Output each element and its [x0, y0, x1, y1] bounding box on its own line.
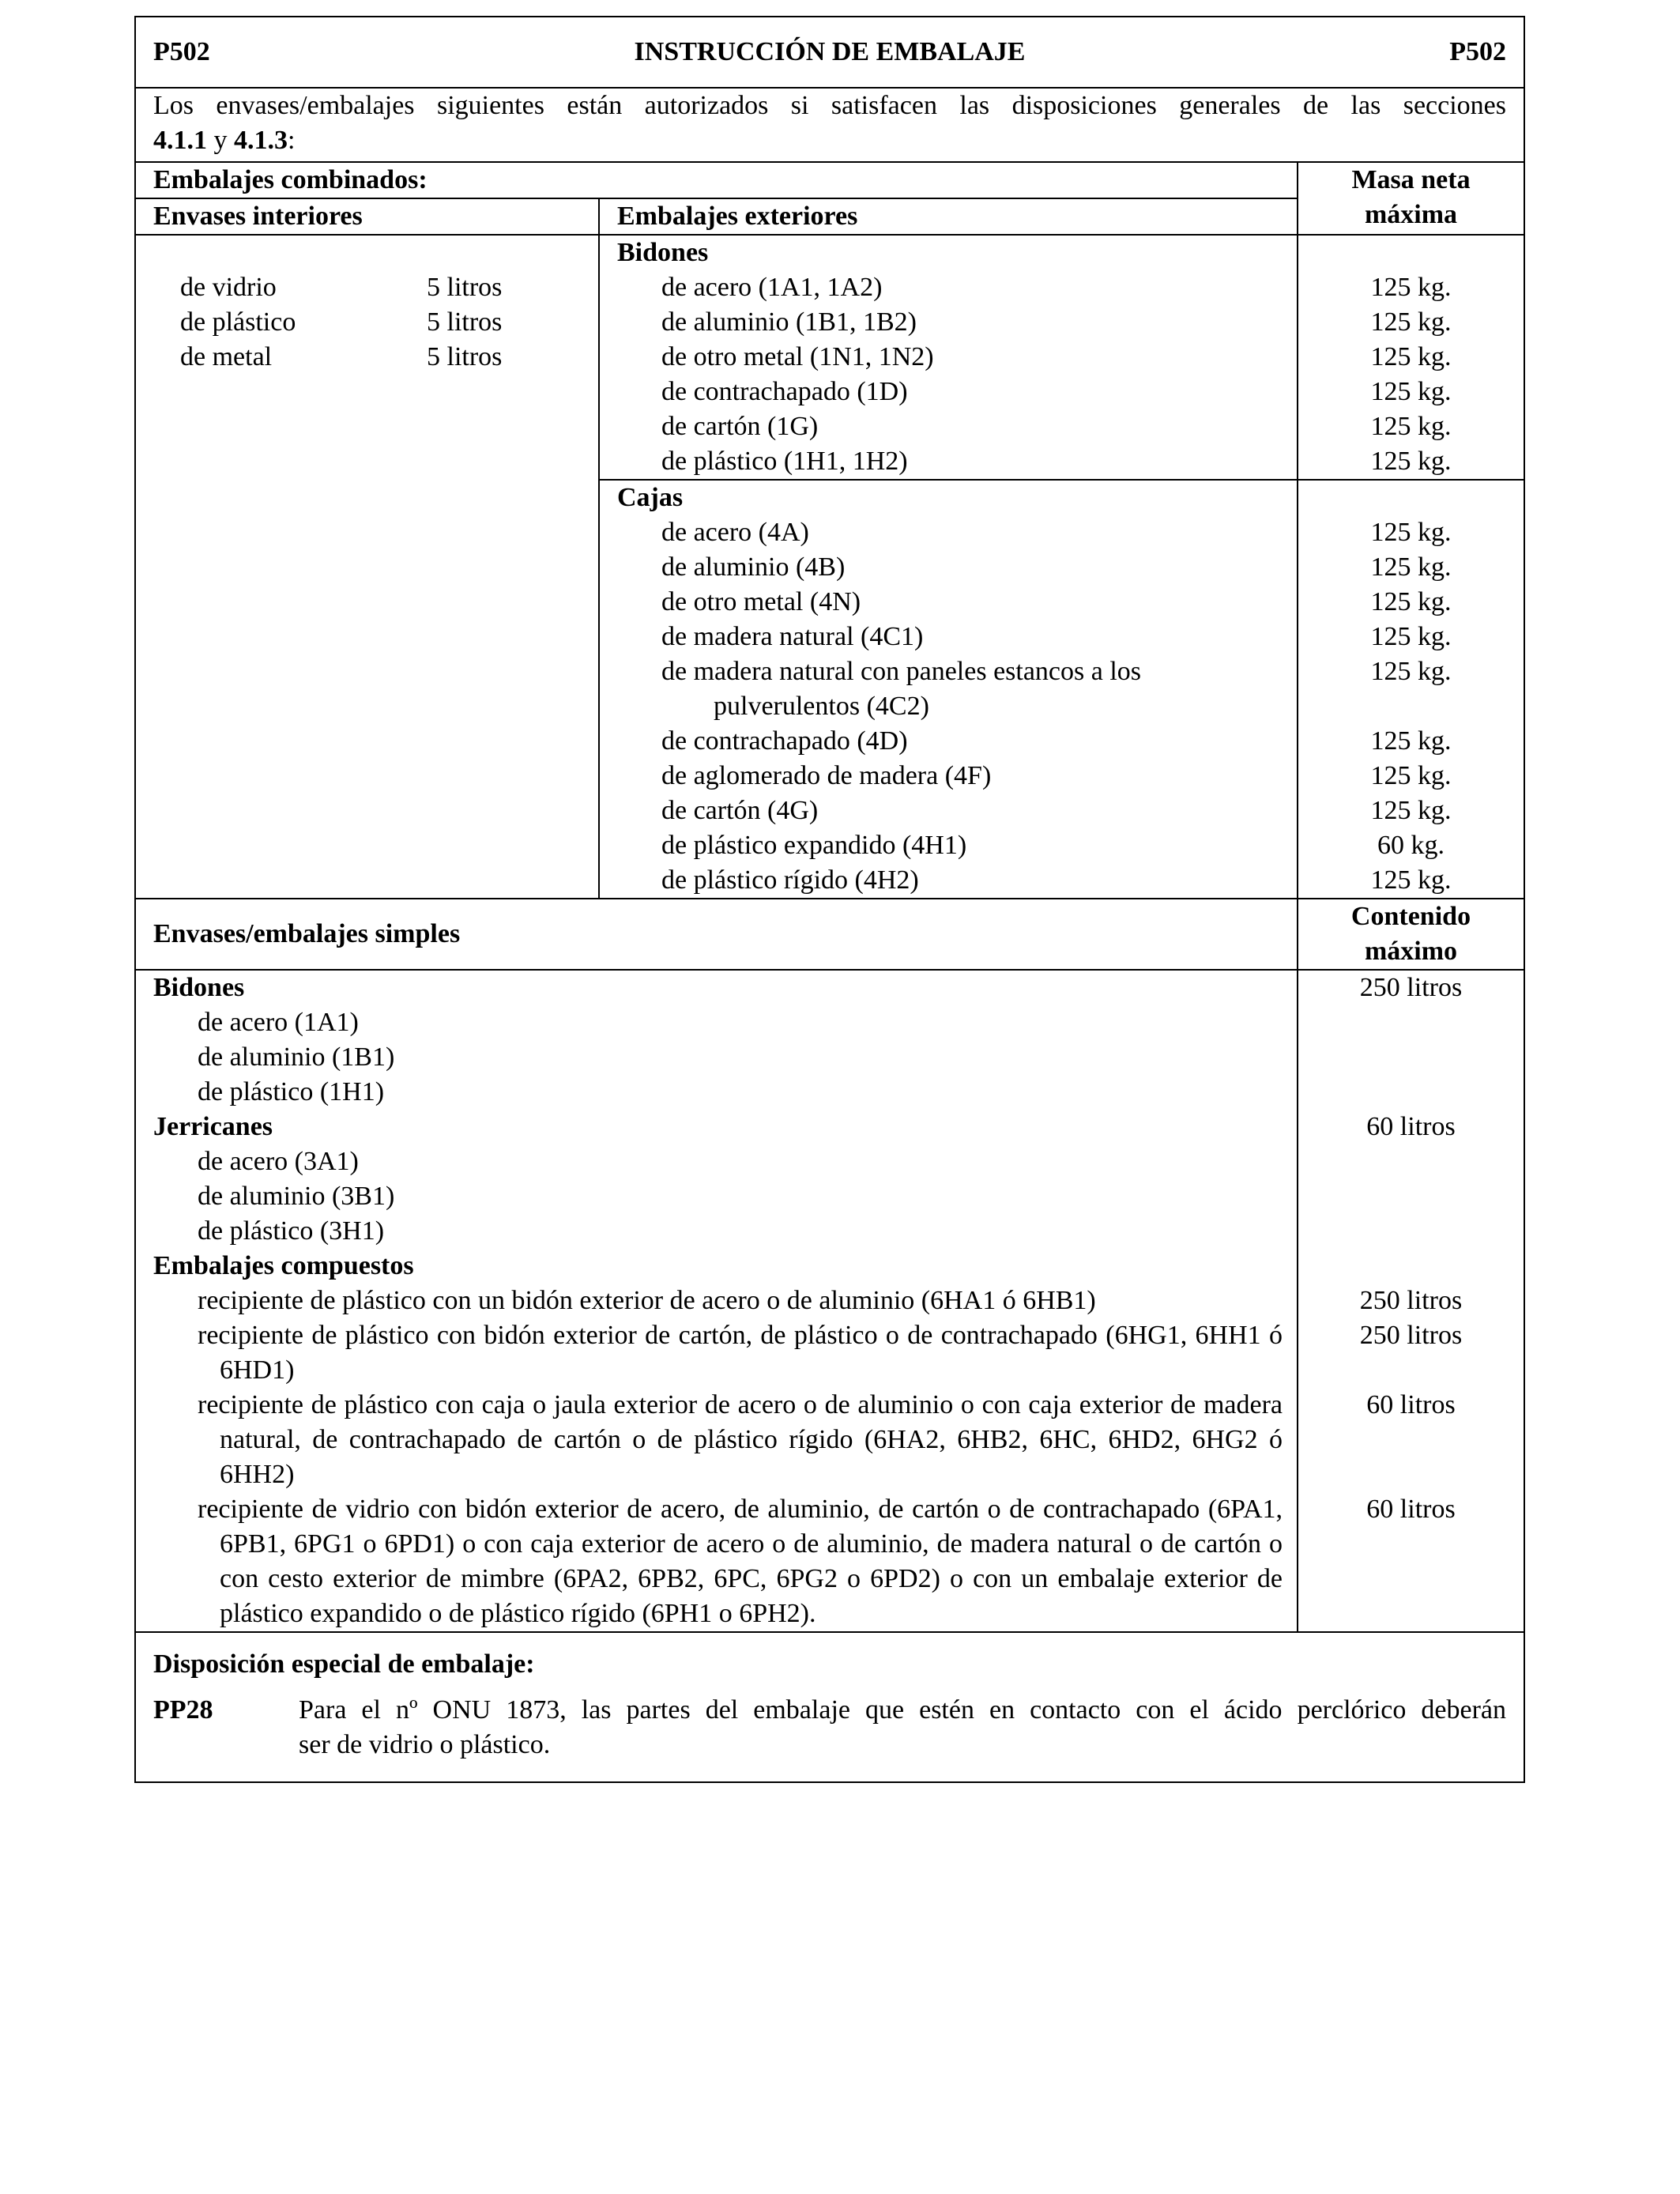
content-value: 60 litros — [1366, 1112, 1456, 1141]
box-type: de plástico rígido (4H2) — [661, 865, 919, 895]
content-column-header: Contenido máximo — [1298, 899, 1524, 970]
inner-capacity: 5 litros — [427, 307, 503, 337]
drum-type: de otro metal (1N1, 1N2) — [661, 342, 934, 371]
mass-value: 125 kg. — [1370, 273, 1452, 302]
mass-value: 125 kg. — [1370, 796, 1452, 825]
combined-packagings-table — [136, 163, 1524, 899]
intro-colon: : — [288, 126, 296, 155]
inner-material: de plástico — [180, 307, 296, 337]
box-type: de otro metal (4N) — [661, 587, 861, 616]
drum-type: de acero (1A1, 1A2) — [661, 273, 883, 302]
jerrican-type: de plástico (3H1) — [198, 1216, 385, 1246]
special-provision-section — [136, 1633, 1524, 1781]
packing-instruction-box — [134, 16, 1525, 1783]
mass-value: 125 kg. — [1370, 447, 1452, 476]
content-value: 60 litros — [1366, 1390, 1456, 1419]
drum-type: de cartón (1G) — [661, 412, 819, 441]
content-value: 60 litros — [1366, 1495, 1456, 1524]
special-provision-text: ser de vidrio o plástico. — [299, 1730, 551, 1759]
instruction-header — [136, 17, 1524, 89]
box-type: de aglomerado de madera (4F) — [661, 761, 992, 790]
mass-value: 125 kg. — [1370, 342, 1452, 371]
section-ref-2: 4.1.3 — [234, 126, 288, 155]
content-value: 250 litros — [1359, 1286, 1463, 1315]
box-type: de plástico expandido (4H1) — [661, 831, 967, 860]
composite-label: Embalajes compuestos — [153, 1251, 414, 1280]
special-provision-heading: Disposición especial de embalaje: — [153, 1649, 535, 1679]
box-type: de cartón (4G) — [661, 796, 819, 825]
drums-label: Bidones — [617, 238, 709, 267]
single-drums-label: Bidones — [153, 973, 245, 1002]
box-type: de contrachapado (4D) — [661, 726, 908, 756]
intro-and: y — [207, 126, 234, 155]
inner-material: de metal — [180, 342, 273, 371]
box-type-continued: pulverulentos (4C2) — [714, 692, 929, 721]
single-packagings-cell — [136, 970, 1298, 1632]
mass-value: 125 kg. — [1370, 307, 1452, 337]
inner-capacity: 5 litros — [427, 342, 503, 371]
drum-type: de plástico (1H1, 1H2) — [661, 447, 908, 476]
single-drum-type: de acero (1A1) — [198, 1008, 359, 1037]
inner-item — [136, 270, 598, 305]
mass-value: 60 kg. — [1377, 831, 1445, 860]
composite-item: recipiente de plástico con bidón exterior de cartón, de plástico o de contrachapado (6HG1, 6HH1 ó 6HD1) — [198, 1321, 1283, 1385]
mass-value: 125 kg. — [1370, 726, 1452, 756]
mass-value: 125 kg. — [1370, 622, 1452, 651]
jerrican-type: de acero (3A1) — [198, 1147, 359, 1176]
inner-column-header: Envases interiores — [136, 198, 599, 235]
mass-value: 125 kg. — [1370, 657, 1452, 686]
special-provision-item — [136, 1693, 1524, 1781]
instruction-title: INSTRUCCIÓN DE EMBALAJE — [634, 37, 1026, 66]
content-value: 250 litros — [1359, 973, 1463, 1002]
drum-type: de aluminio (1B1, 1B2) — [661, 307, 917, 337]
intro-paragraph — [136, 89, 1524, 163]
single-content-cell — [1298, 970, 1524, 1632]
mass-value: 125 kg. — [1370, 518, 1452, 547]
composite-item: recipiente de vidrio con bidón exterior de acero, de aluminio, de cartón o de contrachapado (6PA1, 6PB1, 6PG1 o 6PD1) o con caja exterior de acero o de aluminio, de madera natural o de cartón o con cesto exterior de mimbre (6PA2, 6PB2, 6PC, 6PG2 o 6PD2) o con un embalaje exterior de plástico expandido o de plástico rígido (6PH1 o 6PH2). — [198, 1495, 1283, 1628]
composite-item: recipiente de plástico con caja o jaula exterior de acero o de aluminio o con caja exterior de madera natural, de contrachapado de cartón o de plástico rígido (6HA2, 6HB2, 6HC, 6HD2, 6HG2 ó 6HH2) — [198, 1390, 1283, 1489]
mass-column-header: Masa neta máxima — [1298, 163, 1524, 235]
single-packagings-table — [136, 899, 1524, 1633]
single-drum-type: de aluminio (1B1) — [198, 1042, 395, 1072]
intro-line: Los envases/embalajes siguientes están autorizados si satisfacen las disposiciones generales de las secciones — [153, 91, 1506, 120]
instruction-code-left: P502 — [153, 37, 210, 66]
inner-item — [136, 340, 598, 375]
single-heading: Envases/embalajes simples — [136, 899, 1298, 970]
mass-value: 125 kg. — [1370, 412, 1452, 441]
mass-value: 125 kg. — [1370, 587, 1452, 616]
special-provision-text: Para el nº ONU 1873, las partes del embalaje que estén en contacto con el ácido perclórico deberán — [299, 1695, 1506, 1725]
mass-value: 125 kg. — [1370, 552, 1452, 582]
single-drum-type: de plástico (1H1) — [198, 1077, 385, 1106]
composite-item: recipiente de plástico con un bidón exterior de acero o de aluminio (6HA1 ó 6HB1) — [198, 1286, 1096, 1315]
jerrican-type: de aluminio (3B1) — [198, 1182, 395, 1211]
box-type: de acero (4A) — [661, 518, 809, 547]
inner-capacity: 5 litros — [427, 273, 503, 302]
inner-material: de vidrio — [180, 273, 277, 302]
special-provision-code: PP28 — [153, 1695, 213, 1725]
drums-mass-cell — [1298, 235, 1524, 480]
boxes-label: Cajas — [617, 483, 684, 512]
mass-value: 125 kg. — [1370, 761, 1452, 790]
boxes-mass-cell — [1298, 480, 1524, 899]
box-type: de madera natural (4C1) — [661, 622, 924, 651]
mass-value: 125 kg. — [1370, 865, 1452, 895]
section-ref-1: 4.1.1 — [153, 126, 207, 155]
instruction-code-right: P502 — [1449, 37, 1506, 66]
mass-value: 125 kg. — [1370, 377, 1452, 406]
outer-drums-cell — [599, 235, 1298, 480]
content-value: 250 litros — [1359, 1321, 1463, 1350]
combined-heading: Embalajes combinados: — [136, 163, 1298, 198]
box-type: de aluminio (4B) — [661, 552, 846, 582]
box-type: de madera natural con paneles estancos a los — [661, 657, 1142, 686]
jerricans-label: Jerricanes — [153, 1112, 273, 1141]
outer-column-header: Embalajes exteriores — [599, 198, 1298, 235]
drum-type: de contrachapado (1D) — [661, 377, 908, 406]
inner-packagings-cell — [136, 235, 599, 899]
outer-boxes-cell — [599, 480, 1298, 899]
inner-item — [136, 305, 598, 340]
